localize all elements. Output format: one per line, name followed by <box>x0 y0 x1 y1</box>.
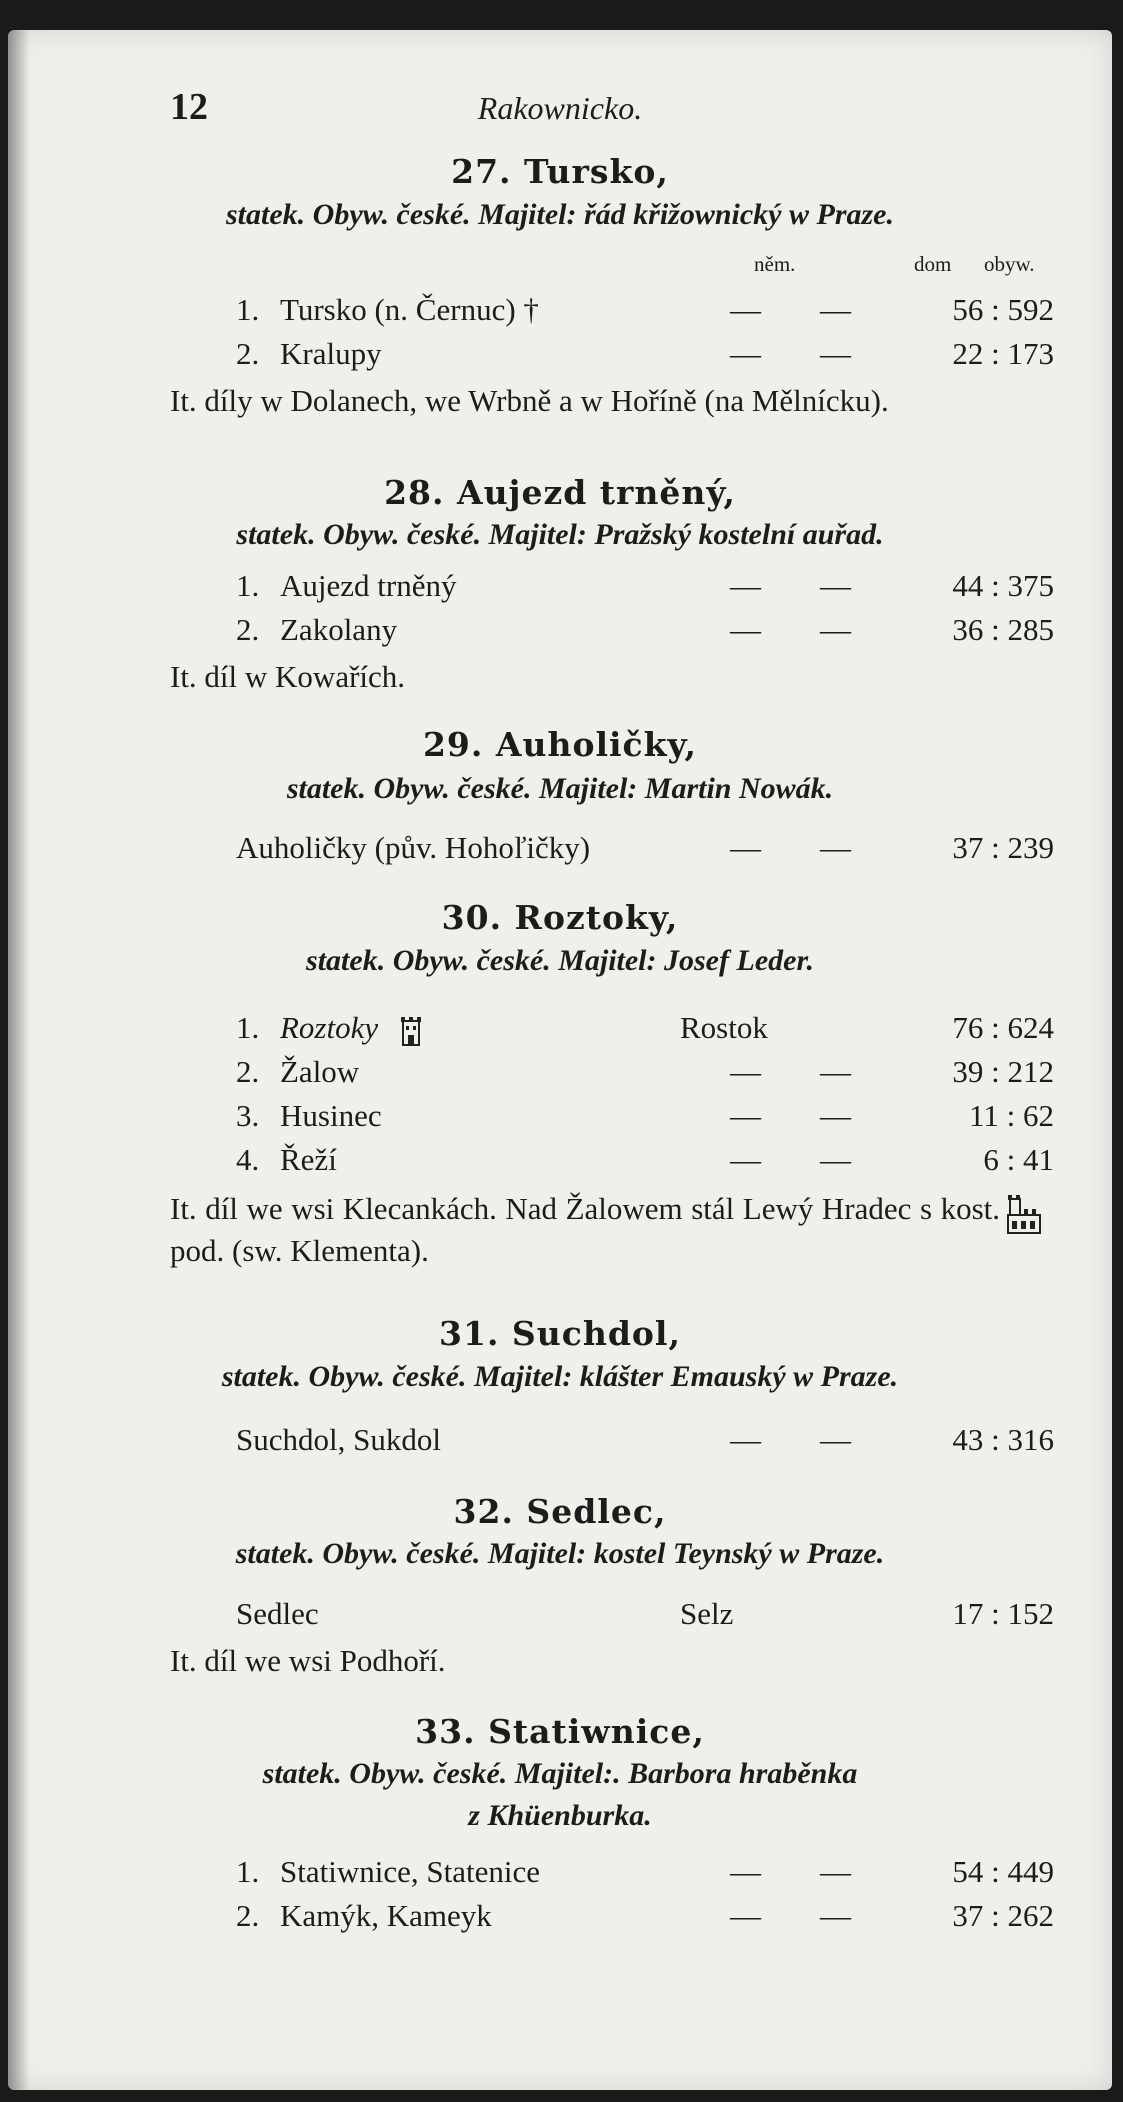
running-title: Rakownicko. <box>477 90 643 126</box>
entry-num: 2. <box>236 336 260 371</box>
entry-name: Řeží <box>280 1142 337 1177</box>
entry-num: 1. <box>236 292 260 327</box>
section-title-31: 31. Suchdol, <box>439 1314 681 1353</box>
entry-dash1: — <box>730 612 761 647</box>
entry-name-nonum: Auholičky (pův. Hohoľičky) <box>236 830 591 865</box>
entry-num: 1. <box>236 568 260 603</box>
section-note-27: It. díly w Dolanech, we Wrbně a w Hoříně (na Mělnícku). <box>170 383 889 418</box>
entry-dash2: — <box>820 612 851 647</box>
section-title-29: 29. Auholičky, <box>422 725 698 764</box>
entry-stat: 17 : 152 <box>952 1596 1054 1631</box>
entry-name: Husinec <box>280 1098 382 1133</box>
entry-dash1: — <box>730 1854 761 1889</box>
entry-stat: 6 : 41 <box>983 1142 1054 1177</box>
entry-alt: Selz <box>680 1596 734 1631</box>
entry-dash2: — <box>820 1054 851 1089</box>
entry-dash2: — <box>820 292 851 327</box>
entry-num: 1. <box>236 1010 260 1045</box>
entry-stat: 22 : 173 <box>952 336 1054 371</box>
entry-dash1: — <box>730 336 761 371</box>
entry-name: Roztoky <box>280 1010 379 1045</box>
section-info-28: statek. Obyw. české. Majitel: Pražský kostelní auřad. <box>236 518 884 551</box>
section-info-33-cont: z Khüenburka. <box>468 1799 652 1832</box>
section-title-30: 30. Roztoky, <box>441 898 679 937</box>
entry-stat: 43 : 316 <box>952 1422 1054 1457</box>
entry-name: Kamýk, Kameyk <box>280 1898 492 1933</box>
column-header-obyw: obyw. <box>984 252 1035 276</box>
entry-stat: 54 : 449 <box>952 1854 1054 1889</box>
entry-dash2: — <box>820 1898 851 1933</box>
entry-stat: 44 : 375 <box>952 568 1054 603</box>
entry-stat: 11 : 62 <box>969 1098 1054 1133</box>
entry-name: Aujezd trněný <box>280 568 457 603</box>
entry-num: 1. <box>236 1854 260 1889</box>
column-header-dom: dom <box>914 252 952 276</box>
entry-num: 4. <box>236 1142 260 1177</box>
entry-dash1: — <box>730 1142 761 1177</box>
entry-dash2: — <box>820 1142 851 1177</box>
entry-dash2: — <box>820 1854 851 1889</box>
entry-dash2: — <box>820 1422 851 1457</box>
entry-name: Žalow <box>280 1054 360 1089</box>
entry-dash2: — <box>820 1098 851 1133</box>
book-page <box>8 30 1112 2090</box>
section-info-29: statek. Obyw. české. Majitel: Martin Nowák. <box>286 772 834 805</box>
section-title-32: 32. Sedlec, <box>453 1492 667 1531</box>
section-info-30: statek. Obyw. české. Majitel: Josef Leder. <box>306 944 814 977</box>
entry-name: Kralupy <box>280 336 382 371</box>
entry-dash1: — <box>730 830 761 865</box>
entry-dash1: — <box>730 1898 761 1933</box>
entry-num: 2. <box>236 612 260 647</box>
page-number: 12 <box>170 86 208 128</box>
entry-dash1: — <box>730 1054 761 1089</box>
entry-stat: 37 : 239 <box>952 830 1054 865</box>
ruined-castle-icon <box>1004 1193 1044 1240</box>
entry-dash2: — <box>820 336 851 371</box>
section-info-33: statek. Obyw. české. Majitel:. Barbora hraběnka <box>262 1757 858 1790</box>
entry-stat: 37 : 262 <box>952 1898 1054 1933</box>
section-title-28: 28. Aujezd trněný, <box>384 473 736 512</box>
section-title-33: 33. Statiwnice, <box>415 1712 705 1751</box>
entry-num: 2. <box>236 1898 260 1933</box>
entry-dash1: — <box>730 1422 761 1457</box>
section-note-32: It. díl we wsi Podhoří. <box>170 1643 446 1678</box>
section-info-27: statek. Obyw. české. Majitel: řád křižownický w Praze. <box>226 198 894 231</box>
entry-num: 3. <box>236 1098 260 1133</box>
entry-name: Tursko (n. Černuc) † <box>280 292 539 327</box>
entry-name-nonum: Suchdol, Sukdol <box>236 1422 441 1457</box>
entry-stat: 76 : 624 <box>952 1010 1054 1045</box>
section-note-28: It. díl w Kowařích. <box>170 659 406 694</box>
entry-dash1: — <box>730 568 761 603</box>
section-note-30: It. díl we wsi Klecankách. Nad Žalowem stál Lewý Hradec s kost. pod. (sw. Klementa). <box>170 1191 1000 1268</box>
entry-alt: Rostok <box>680 1010 768 1045</box>
castle-icon <box>400 1010 422 1047</box>
entry-num: 2. <box>236 1054 260 1089</box>
entry-dash2: — <box>820 830 851 865</box>
entry-dash1: — <box>730 1098 761 1133</box>
entry-stat: 36 : 285 <box>952 612 1054 647</box>
entry-dash1: — <box>730 292 761 327</box>
entry-name: Zakolany <box>280 612 398 647</box>
entry-name: Statiwnice, Statenice <box>280 1854 540 1889</box>
section-info-32: statek. Obyw. české. Majitel: kostel Teynský w Praze. <box>235 1537 885 1570</box>
entry-stat: 39 : 212 <box>952 1054 1054 1089</box>
entry-dash2: — <box>820 568 851 603</box>
section-title-27: 27. Tursko, <box>451 152 669 191</box>
section-info-31: statek. Obyw. české. Majitel: klášter Emauský w Praze. <box>221 1360 899 1393</box>
entry-stat: 56 : 592 <box>952 292 1054 327</box>
column-header-nem: něm. <box>754 252 796 276</box>
entry-name-nonum: Sedlec <box>236 1596 319 1631</box>
